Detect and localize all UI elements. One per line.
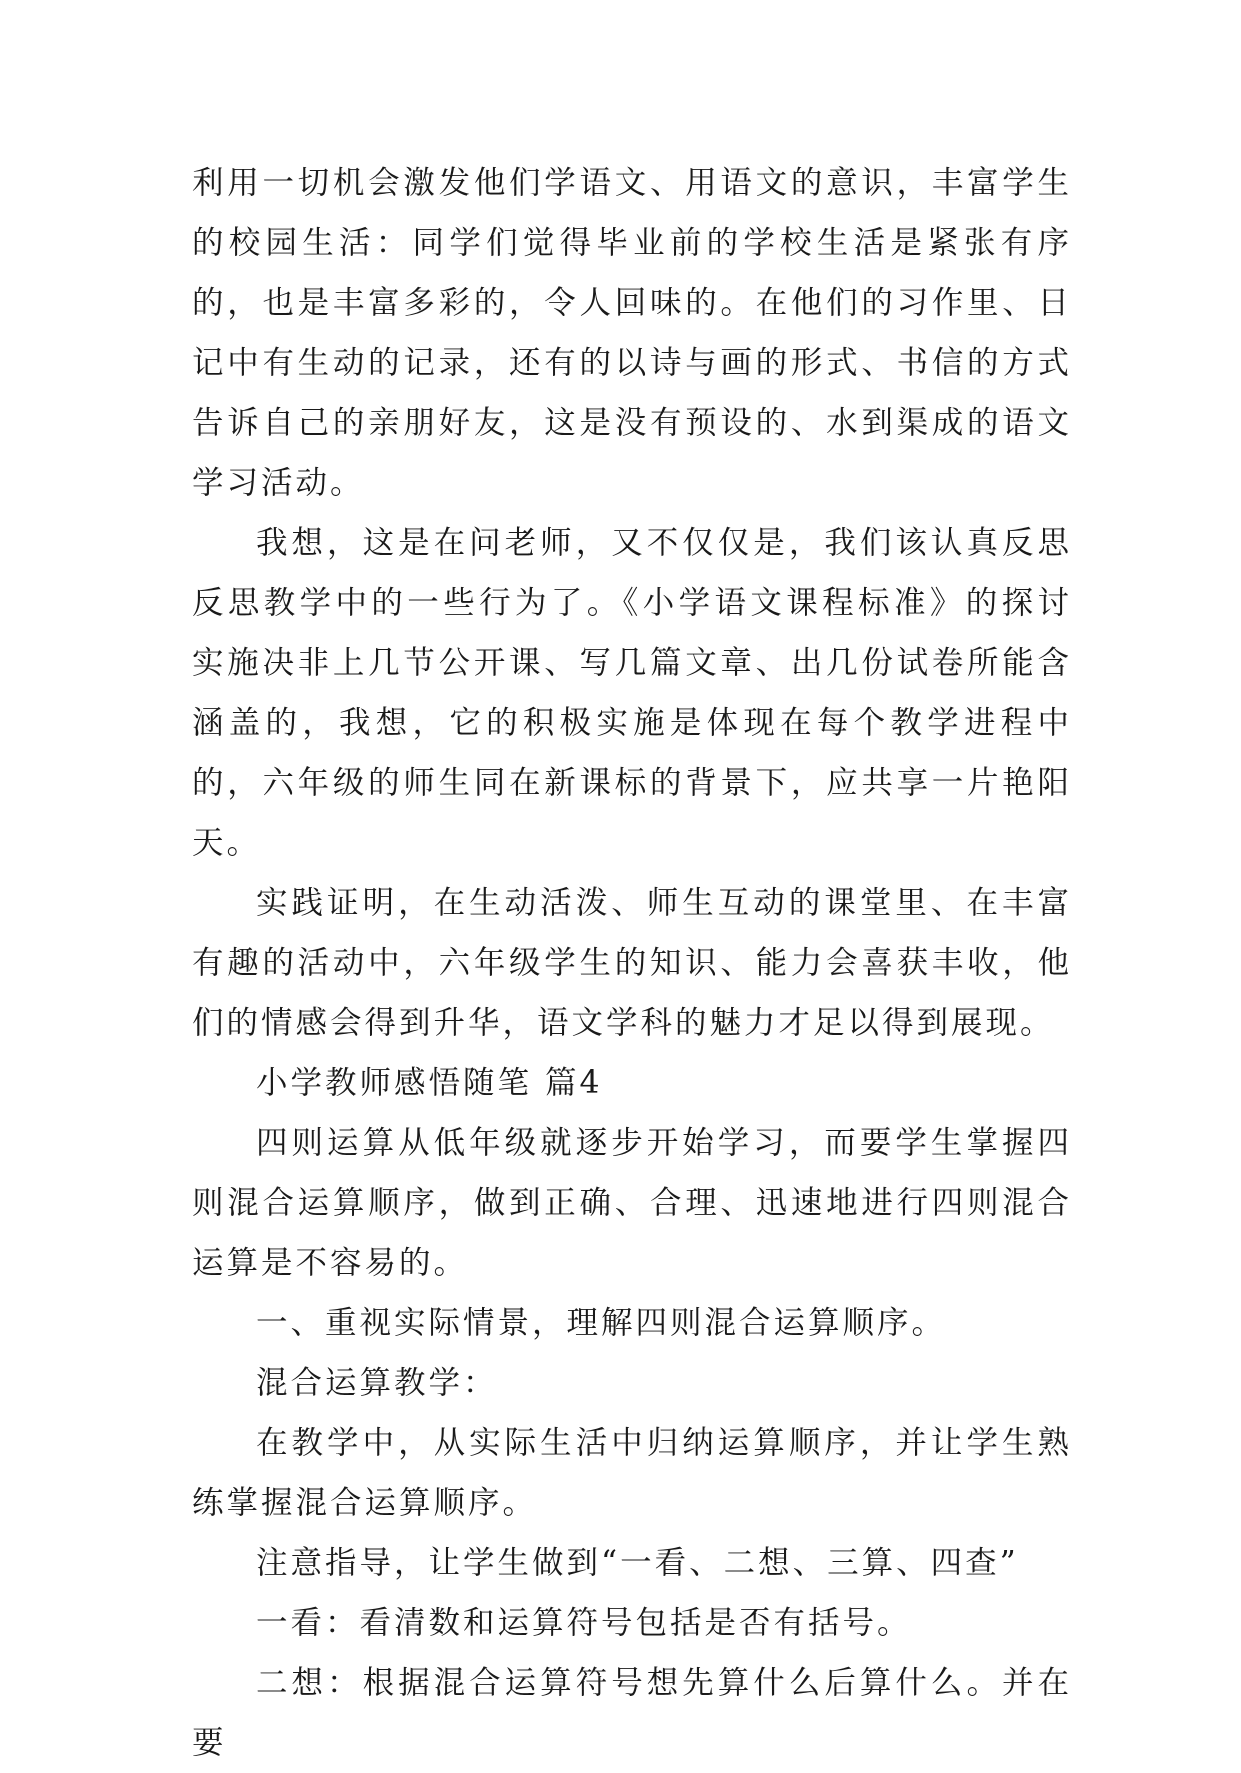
paragraph: 在教学中，从实际生活中归纳运算顺序，并让学生熟练掌握混合运算顺序。	[192, 1425, 1072, 1521]
list-item: 一、重视实际情景，理解四则混合运算顺序。	[256, 1305, 947, 1341]
section-heading: 小学教师感悟随笔 篇4	[256, 1065, 603, 1101]
paragraph: 利用一切机会激发他们学语文、用语文的意识，丰富学生的校园生活：同学们觉得毕业前的学校生活是紧张有序的，也是丰富多彩的，令人回味的。在他们的习作里、日记中有生动的记录，还有的以诗与画的形式、书信的方式告诉自己的亲朋好友，这是没有预设的、水到渠成的语文学习活动。	[192, 165, 1072, 501]
paragraph: 混合运算教学：	[256, 1365, 498, 1401]
paragraph: 四则运算从低年级就逐步开始学习，而要学生掌握四则混合运算顺序，做到正确、合理、迅速地进行四则混合运算是不容易的。	[192, 1125, 1072, 1281]
list-item: 二想：根据混合运算符号想先算什么后算什么。并在要	[192, 1665, 1072, 1761]
document-body	[192, 153, 1072, 1773]
paragraph: 实践证明，在生动活泼、师生互动的课堂里、在丰富有趣的活动中，六年级学生的知识、能力会喜获丰收，他们的情感会得到升华，语文学科的魅力才足以得到展现。	[192, 885, 1072, 1041]
paragraph: 注意指导，让学生做到“一看、二想、三算、四查”	[256, 1545, 1019, 1581]
paragraph: 我想，这是在问老师，又不仅仅是，我们该认真反思反思教学中的一些行为了。《小学语文课程标准》的探讨实施决非上几节公开课、写几篇文章、出几份试卷所能含涵盖的，我想，它的积极实施是体现在每个教学进程中的，六年级的师生同在新课标的背景下，应共享一片艳阳天。	[192, 525, 1072, 861]
list-item: 一看：看清数和运算符号包括是否有括号。	[256, 1605, 912, 1641]
